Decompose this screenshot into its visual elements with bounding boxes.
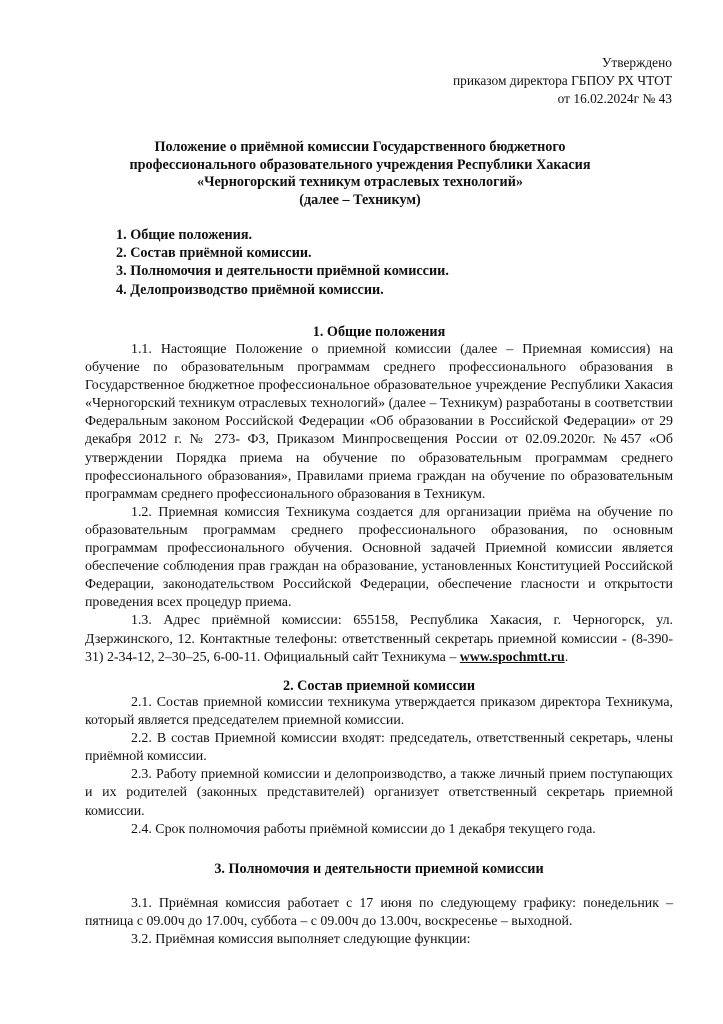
website-link[interactable]: www.spochmtt.ru: [459, 649, 565, 665]
paragraph-2-1: 2.1. Состав приемной комиссии техникума утверждается приказом директора Техникума, который является председателем приемной комиссии.: [85, 695, 673, 729]
paragraph-3-1: 3.1. Приёмная комиссия работает с 17 июня по следующему графику: понедельник – пятница с 09.00ч до 17.00ч, суббота – с 09.00ч до 13.00ч, воскресенье – выходной.: [85, 896, 673, 930]
table-of-contents: [116, 226, 449, 299]
document-title: [100, 139, 620, 209]
section-3-heading: 3. Полномочия и деятельности приемной комиссии: [214, 861, 544, 877]
section-2-heading: 2. Состав приемной комиссии: [282, 678, 476, 694]
toc-item: 2. Состав приёмной комиссии.: [116, 245, 312, 262]
paragraph-2-4: 2.4. Срок полномочия работы приёмной комиссии до 1 декабря текущего года.: [131, 821, 596, 837]
title-line-3: «Черногорский техникум отраслевых технологий»: [197, 174, 523, 190]
section-3-body: [85, 895, 673, 949]
toc-item: 4. Делопроизводство приёмной комиссии.: [116, 281, 384, 298]
title-line-2: профессионального образовательного учреждения Республики Хакасия: [129, 156, 591, 173]
section-1-heading: 1. Общие положения: [312, 324, 446, 340]
paragraph-1-2: 1.2. Приемная комиссия Техникума создается для организации приёма на обучение по образовательным программам среднего профессионального образования, по основным программам профессионального обучения. Основной задачей Приемной комиссии является обеспечение соблюдения прав граждан на образование, установленных Конституцией Российской Федерации, законодательством Российской Федерации, обеспечение гласности и открытости проведения всех процедур приема.: [85, 504, 673, 611]
approval-line-3: от 16.02.2024г № 43: [557, 91, 672, 106]
paragraph-1-1: 1.1. Настоящие Положение о приемной комиссии (далее – Приемная комиссия) на обучение по образовательным программам среднего профессионального образования в Государственное бюджетное профессиональное образовательное учреждение Республики Хакасия «Черногорский техникум отраслевых технологий» (далее – Техникум) разработаны в соответствии Федеральным законом Российской Федерации «Об образовании в Российской Федерации» от 29 декабря 2012 г. № 273- ФЗ, Приказом Минпросвещения России от 02.09.2020г. №457 «Об утверждении Порядка приема на обучение по образовательным программам среднего профессионального образования», Правилами приема граждан на обучение по образовательным программам среднего профессионального образования в Техникум.: [85, 342, 673, 502]
paragraph-2-3: 2.3. Работу приемной комиссии и делопроизводство, а также личный прием поступающих и их родителей (законных представителей) организует ответственный секретарь приемной комиссии.: [85, 767, 673, 819]
section-2-body: [85, 694, 673, 839]
title-line-1: Положение о приёмной комиссии Государственного бюджетного: [154, 139, 566, 155]
title-line-4: (далее – Техникум): [299, 191, 421, 208]
approval-line-1: Утверждено: [601, 55, 672, 70]
paragraph-1-3-end: .: [564, 649, 569, 665]
toc-item: 1. Общие положения.: [116, 227, 253, 243]
paragraph-3-2: 3.2. Приёмная комиссия выполняет следующие функции:: [131, 932, 471, 948]
paragraph-1-3-text: 1.3. Адрес приёмной комиссии: 655158, Республика Хакасия, г. Черногорск, ул. Дзержинского, 12. Контактные телефоны: ответственный секретарь приемной комиссии - (8-390-31) 2-34-12, 2–30–25, 6-00-11. Официальный сайт Техникума –: [85, 613, 673, 665]
section-1-body: [85, 341, 673, 667]
paragraph-1-3: [85, 612, 673, 666]
paragraph-2-2: 2.2. В состав Приемной комиссии входят: председатель, ответственный секретарь, члены приёмной комиссии.: [85, 731, 673, 765]
toc-item: 3. Полномочия и деятельности приёмной комиссии.: [116, 263, 449, 280]
approval-block: [453, 54, 672, 108]
approval-line-2: приказом директора ГБПОУ РХ ЧТОТ: [453, 73, 672, 88]
